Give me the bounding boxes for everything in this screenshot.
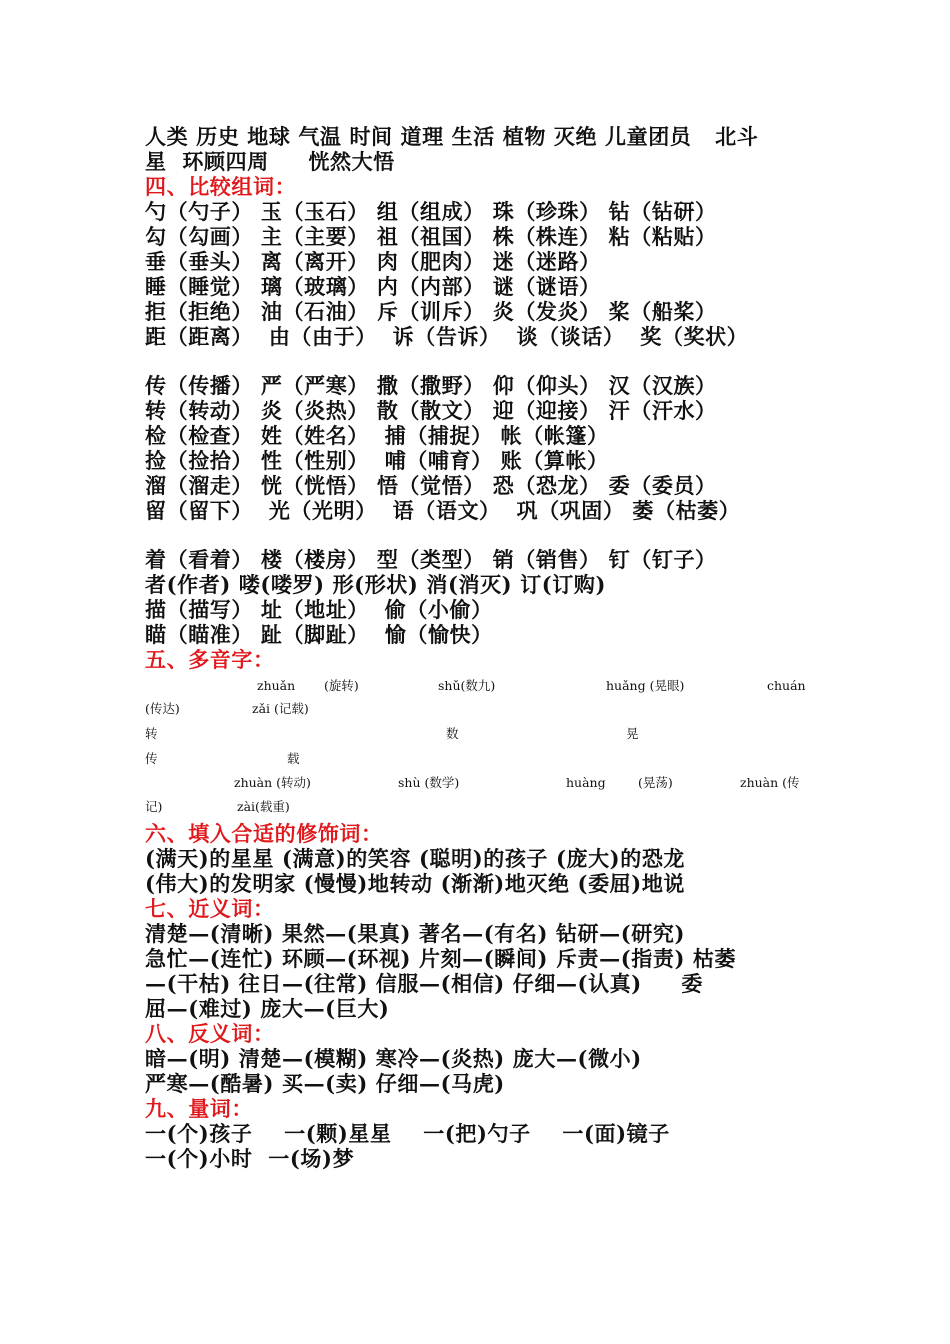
text-line: 着（看着） 楼（楼房） 型（类型） 销（销售） 钉（钉子） <box>145 547 717 572</box>
section-compare-2 <box>145 373 815 523</box>
section-compare-3 <box>145 547 815 672</box>
text-line: 者(作者) 喽(喽罗) 形(形状) 消(消灭) 订(订购) <box>145 572 607 597</box>
character-text: 数 <box>446 726 459 741</box>
pinyin-text: chuán <box>767 678 806 693</box>
pinyin-text: (旋转) <box>324 678 359 693</box>
text-line: (满天)的星星 (满意)的笑容 (聪明)的孩子 (庞大)的恐龙 <box>145 846 686 871</box>
text-line: 严寒—(酷暑) 买—(卖) 仔细—(马虎) <box>145 1071 505 1096</box>
text-line: 传（传播） 严（严寒） 撒（撒野） 仰（仰头） 汉（汉族） <box>145 373 717 398</box>
section-heading: 九、量词： <box>145 1096 253 1121</box>
pinyin-text: (晃荡) <box>638 775 673 790</box>
pinyin-text: huǎng (晃眼) <box>606 678 685 693</box>
text-line: 检（检查） 姓（姓名） 捕（捕捉） 帐（帐篷） <box>145 423 609 448</box>
pinyin-text: zhuàn (传 <box>740 775 800 790</box>
pinyin-text: shù (数学) <box>398 775 460 790</box>
text-line: 睡（睡觉） 璃（玻璃） 内（内部） 谜（谜语） <box>145 274 601 299</box>
text-line: 人类 历史 地球 气温 时间 道理 生活 植物 灭绝 儿童团员 北斗 <box>145 124 759 149</box>
text-line: 描（描写） 址（地址） 偷（小偷） <box>145 597 493 622</box>
text-line: 瞄（瞄准） 趾（脚趾） 愉（愉快） <box>145 622 493 647</box>
text-line: 暗—(明) 清楚—(模糊) 寒冷—(炎热) 庞大—(微小) <box>145 1046 642 1071</box>
text-line: 捡（捡拾） 性（性别） 哺（哺育） 账（算帐） <box>145 448 609 473</box>
pinyin-text: (传达) <box>145 701 180 716</box>
text-line: 一(个)孩子 一(颗)星星 一(把)勺子 一(面)镜子 <box>145 1121 670 1146</box>
section-bottom <box>145 821 815 1171</box>
pinyin-text: shǔ(数九) <box>438 678 496 693</box>
text-line: 星 环顾四周 恍然大悟 <box>145 149 395 174</box>
pinyin-text: zhuàn (转动) <box>234 775 311 790</box>
text-line: 距（距离） 由（由于） 诉（告诉） 谈（谈话） 奖（奖状） <box>145 324 749 349</box>
text-line: 屈—(难过) 庞大—(巨大) <box>145 996 390 1021</box>
pinyin-text: huàng <box>566 775 606 790</box>
section-top <box>145 124 815 349</box>
character-text: 晃 <box>626 726 639 741</box>
text-line: 一(个)小时 一(场)梦 <box>145 1146 355 1171</box>
character-text: 载 <box>287 751 300 766</box>
text-line: 勺（勺子） 玉（玉石） 组（组成） 珠（珍珠） 钻（钻研） <box>145 199 717 224</box>
text-line: 急忙—(连忙) 环顾—(环视) 片刻—(瞬间) 斥责—(指责) 枯萎 <box>145 946 737 971</box>
character-text: 转 <box>145 726 158 741</box>
pinyin-text: zài(载重) <box>237 799 290 814</box>
section-heading: 五、多音字： <box>145 647 275 672</box>
text-line: 留（留下） 光（光明） 语（语文） 巩（巩固） 萎（枯萎） <box>145 498 741 523</box>
section-heading: 四、比较组词： <box>145 174 297 199</box>
text-line: 垂（垂头） 离（离开） 肉（肥肉） 迷（迷路） <box>145 249 601 274</box>
text-line: 溜（溜走） 恍（恍悟） 悟（觉悟） 恐（恐龙） 委（委员） <box>145 473 717 498</box>
text-line: 清楚—(清晰) 果然—(果真) 著名—(有名) 钻研—(研究) <box>145 921 686 946</box>
section-heading: 七、近义词： <box>145 896 275 921</box>
text-line: 拒（拒绝） 油（石油） 斥（训斥） 炎（发炎） 桨（船桨） <box>145 299 717 324</box>
pinyin-text: zhuǎn <box>257 678 296 693</box>
text-line: (伟大)的发明家 (慢慢)地转动 (渐渐)地灭绝 (委屈)地说 <box>145 871 686 896</box>
text-line: —(干枯) 往日—(往常) 信服—(相信) 仔细—(认真) 委 <box>145 971 703 996</box>
section-heading: 六、填入合适的修饰词： <box>145 821 383 846</box>
text-line: 转（转动） 炎（炎热） 散（散文） 迎（迎接） 汗（汗水） <box>145 398 717 423</box>
section-heading: 八、反义词： <box>145 1021 275 1046</box>
pinyin-text: zǎi (记载) <box>252 701 309 716</box>
pinyin-text: 记) <box>145 799 163 814</box>
character-text: 传 <box>145 751 158 766</box>
text-line: 勾（勾画） 主（主要） 祖（祖国） 株（株连） 粘（粘贴） <box>145 224 717 249</box>
